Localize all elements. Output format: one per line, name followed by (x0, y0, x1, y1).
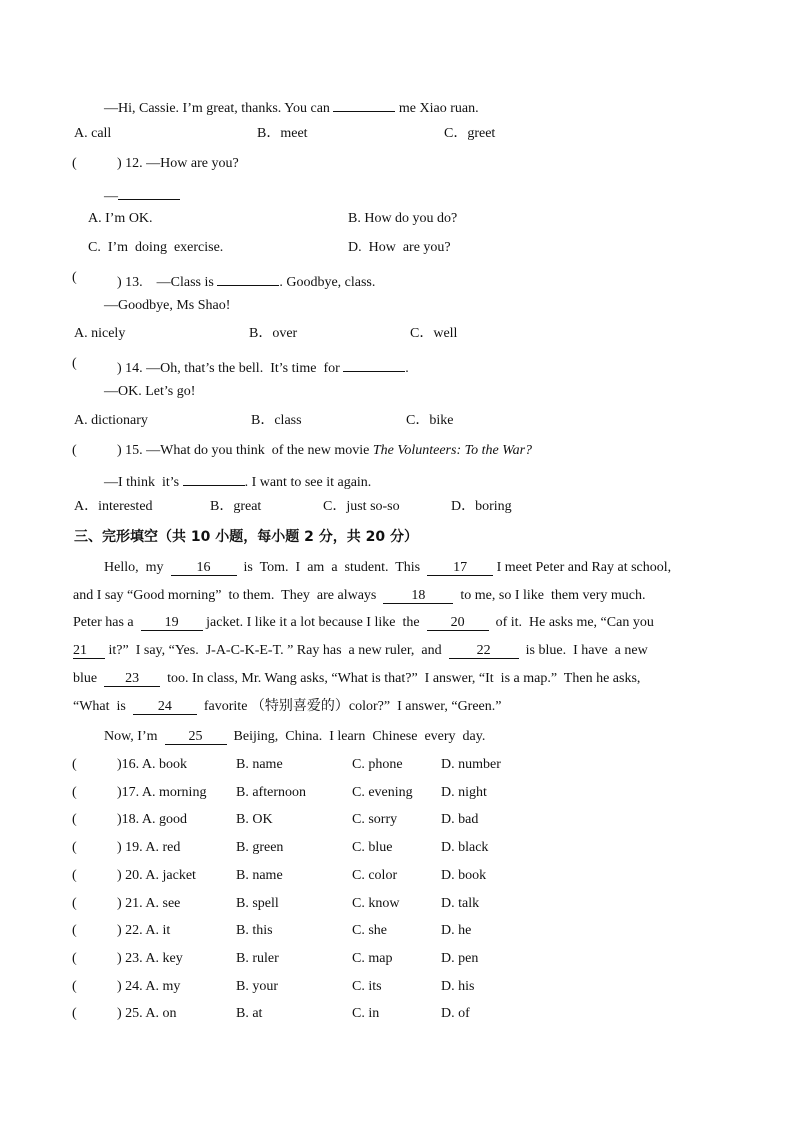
q14-reply: —OK. Let’s go! (104, 384, 196, 399)
q11-option-b: B．meet (257, 126, 308, 141)
q12-question: ) 12. —How are you? (117, 156, 239, 171)
answer-paren: ( (72, 896, 77, 911)
answer-blank (118, 184, 180, 200)
cloze-option-d: D. bad (441, 812, 479, 827)
q13-option-c: C．well (410, 326, 458, 341)
q14-option-a: A. dictionary (74, 413, 148, 428)
cloze-option-c: C. color (352, 868, 398, 883)
cloze-option-b: B. afternoon (236, 785, 306, 800)
cloze-option-b: B. name (236, 757, 283, 772)
cloze-option-d: D. night (441, 785, 487, 800)
cloze-blank: 22 (449, 643, 519, 659)
answer-paren: ( (72, 757, 77, 772)
cloze-question-option-a: )17. A. morning (117, 785, 207, 800)
cloze-question-option-a: ) 21. A. see (117, 896, 181, 911)
cloze-option-b: B. at (236, 1006, 263, 1021)
cloze-option-c: C. evening (352, 785, 413, 800)
cloze-option-c: C. sorry (352, 812, 398, 827)
answer-paren: ( (72, 785, 77, 800)
cloze-option-c: C. its (352, 979, 382, 994)
answer-blank (183, 470, 245, 486)
q11-option-c: C．greet (444, 126, 496, 141)
answer-paren: ( (72, 868, 77, 883)
q13-reply: —Goodbye, Ms Shao! (104, 298, 231, 313)
section-title: 三、完形填空（共 10 小题，每小题 2 分，共 20 分） (74, 529, 418, 545)
q14-question: ) 14. —Oh, that’s the bell. It’s time for . (117, 356, 409, 377)
q12-option-b: B. How do you do? (348, 211, 458, 226)
passage-line: “What is 24 favorite （特别喜爱的）color?” I answer, “Green.” (73, 699, 502, 714)
cloze-question-option-a: ) 19. A. red (117, 840, 181, 855)
answer-paren: ( (72, 443, 77, 458)
passage-line: Hello, my 16 is Tom. I am a student. This 17 I meet Peter and Ray at school, (104, 560, 672, 575)
answer-blank (333, 96, 395, 112)
q14-option-b: B．class (251, 413, 302, 428)
q11-dialog: —Hi, Cassie. I’m great, thanks. You can me Xiao ruan. (104, 96, 479, 117)
cloze-question-option-a: )16. A. book (117, 757, 187, 772)
cloze-blank: 24 (133, 699, 197, 715)
q13-question: ) 13. —Class is . Goodbye, class. (117, 270, 375, 291)
answer-paren: ( (72, 812, 77, 827)
cloze-option-c: C. in (352, 1006, 380, 1021)
movie-title: The Volunteers: To the War? (372, 443, 533, 458)
cloze-option-b: B. spell (236, 896, 279, 911)
cloze-question-option-a: )18. A. good (117, 812, 187, 827)
q15-option-a: A．interested (74, 499, 153, 514)
cloze-blank: 17 (427, 560, 493, 576)
q15-reply: —I think it’s . I want to see it again. (104, 470, 371, 491)
q12-option-a: A. I’m OK. (88, 211, 153, 226)
cloze-option-b: B. green (236, 840, 284, 855)
cloze-option-c: C. blue (352, 840, 393, 855)
cloze-option-d: D. number (441, 757, 501, 772)
answer-blank (217, 270, 279, 286)
cloze-option-c: C. map (352, 951, 393, 966)
passage-line: blue 23 too. In class, Mr. Wang asks, “What is that?” I answer, “It is a map.” Then he asks, (73, 671, 641, 686)
q13-option-a: A. nicely (74, 326, 126, 341)
cloze-blank: 23 (104, 671, 160, 687)
passage-line: and I say “Good morning” to them. They are always 18 to me, so I like them very much. (73, 588, 646, 603)
cloze-blank: 21 (73, 643, 105, 659)
cloze-option-d: D. black (441, 840, 489, 855)
cloze-option-c: C. phone (352, 757, 403, 772)
cloze-option-c: C. know (352, 896, 400, 911)
cloze-blank: 18 (383, 588, 453, 604)
answer-blank (343, 356, 405, 372)
q14-option-c: C．bike (406, 413, 454, 428)
cloze-option-b: B. OK (236, 812, 273, 827)
cloze-blank: 20 (427, 615, 489, 631)
q12-option-c: C. I’m doing exercise. (88, 240, 224, 255)
answer-paren: ( (72, 1006, 77, 1021)
answer-paren: ( (72, 951, 77, 966)
q12-option-d: D. How are you? (348, 240, 451, 255)
answer-paren: ( (72, 156, 77, 171)
q13-option-b: B．over (249, 326, 298, 341)
cloze-option-b: B. ruler (236, 951, 279, 966)
cloze-option-d: D. his (441, 979, 475, 994)
passage-line: Peter has a 19 jacket. I like it a lot because I like the 20 of it. He asks me, “Can you (73, 615, 654, 630)
answer-paren: ( (72, 840, 77, 855)
cloze-option-d: D. he (441, 923, 472, 938)
cloze-option-d: D. talk (441, 896, 480, 911)
cloze-question-option-a: ) 20. A. jacket (117, 868, 196, 883)
cloze-option-d: D. pen (441, 951, 479, 966)
cloze-option-b: B. your (236, 979, 278, 994)
q15-option-b: B．great (210, 499, 262, 514)
cloze-question-option-a: ) 24. A. my (117, 979, 181, 994)
q15-question: ) 15. —What do you think of the new movie The Volunteers: To the War? (117, 443, 533, 458)
cloze-question-option-a: ) 25. A. on (117, 1006, 177, 1021)
answer-paren: ( (72, 979, 77, 994)
cloze-option-d: D. of (441, 1006, 470, 1021)
cloze-blank: 16 (171, 560, 237, 576)
answer-paren: ( (72, 270, 77, 285)
passage-line: Now, I’m 25 Beijing, China. I learn Chinese every day. (104, 729, 486, 744)
q15-option-d: D．boring (451, 499, 512, 514)
cloze-question-option-a: ) 22. A. it (117, 923, 171, 938)
cloze-option-d: D. book (441, 868, 487, 883)
cloze-blank: 19 (141, 615, 203, 631)
answer-paren: ( (72, 923, 77, 938)
cloze-option-b: B. name (236, 868, 283, 883)
q12-answer-line: — (104, 184, 180, 205)
cloze-option-b: B. this (236, 923, 273, 938)
answer-paren: ( (72, 356, 77, 371)
q11-option-a: A. call (74, 126, 112, 141)
cloze-option-c: C. she (352, 923, 387, 938)
q15-option-c: C．just so-so (323, 499, 400, 514)
cloze-question-option-a: ) 23. A. key (117, 951, 183, 966)
cloze-blank: 25 (165, 729, 227, 745)
passage-line: 21 it?” I say, “Yes. J-A-C-K-E-T. ” Ray has a new ruler, and 22 is blue. I have a new (73, 643, 648, 658)
